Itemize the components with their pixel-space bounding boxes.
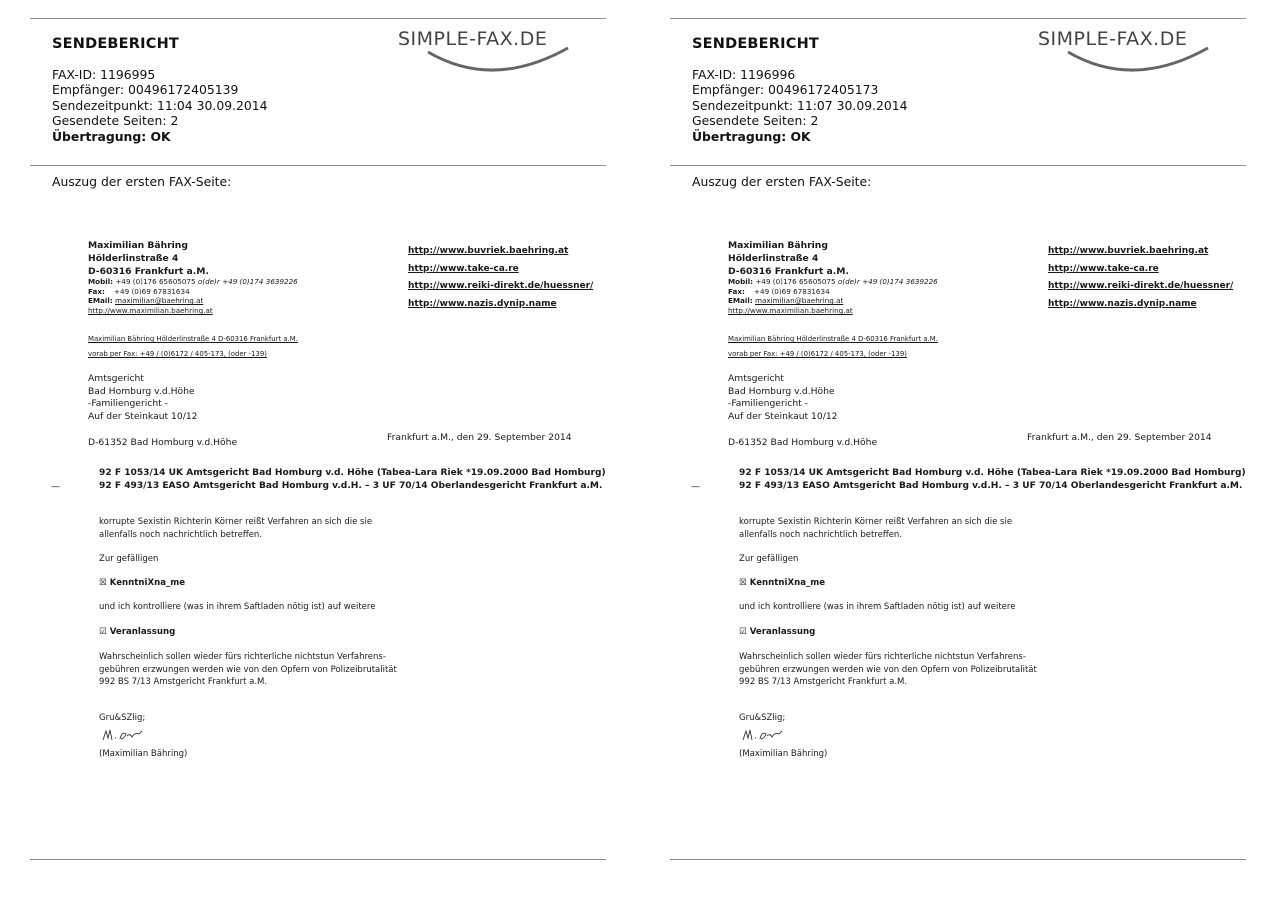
body-paragraph-1 xyxy=(739,516,1012,541)
checkbox-checked-icon: ☑ xyxy=(99,627,107,637)
body-line: 992 BS 7/13 Amstgericht Frankfurt a.M. xyxy=(739,677,908,688)
email-link[interactable]: maximilian@baehring.at xyxy=(115,296,204,306)
checkbox-label: KenntniXna_me xyxy=(109,578,186,588)
body-paragraph-2: Zur gefälligen xyxy=(99,554,159,564)
bottom-divider xyxy=(30,859,606,860)
body-paragraph-2: Zur gefälligen xyxy=(739,554,799,564)
sender-contact xyxy=(728,277,938,316)
mobile-number: +49 (0)176 65605075 xyxy=(115,277,196,286)
recipient-number: Empfänger: 00496172405139 xyxy=(52,82,239,98)
body-line: 992 BS 7/13 Amstgericht Frankfurt a.M. xyxy=(99,677,268,688)
link-list xyxy=(408,243,593,313)
link-nazis-dynip[interactable]: http://www.nazis.dynip.name xyxy=(408,298,557,309)
subject-line: 92 F 1053/14 UK Amtsgericht Bad Homburg v.d. Höhe (Tabea-Lara Riek *19.09.2000 Bad Homburg) xyxy=(99,468,606,478)
report-title: SENDEBERICHT xyxy=(692,36,820,52)
checkbox-kenntnisnahme xyxy=(99,578,185,588)
return-address: Maximilian Bähring Hölderlinstraße 4 D-60316 Frankfurt a.M. xyxy=(728,335,938,343)
body-paragraph-1 xyxy=(99,516,372,541)
transmission-status: Übertragung: OK xyxy=(52,128,171,144)
sender-address xyxy=(88,239,209,278)
recipient-address xyxy=(728,373,838,424)
sender-name: Maximilian Bähring xyxy=(88,240,188,251)
sender-city: D-60316 Frankfurt a.M. xyxy=(728,266,849,277)
checkbox-checked-icon: ☑ xyxy=(739,627,747,637)
report-details xyxy=(52,67,268,144)
recipient-line: Amtsgericht xyxy=(88,373,144,384)
fax-line xyxy=(88,287,298,297)
body-line: allenfalls noch nachrichtlich betreffen. xyxy=(739,529,903,540)
excerpt-label: Auszug der ersten FAX-Seite: xyxy=(692,174,872,189)
checkbox-crossed-icon: ☒ xyxy=(739,578,747,588)
recipient-line: Amtsgericht xyxy=(728,373,784,384)
handwritten-signature xyxy=(740,725,784,745)
body-line: gebühren erzwungen werden wie von den Opfern von Polizeibrutalität xyxy=(99,664,397,675)
signer-name: (Maximilian Bähring) xyxy=(739,749,828,759)
link-nazis-dynip[interactable]: http://www.nazis.dynip.name xyxy=(1048,298,1197,309)
simple-fax-logo xyxy=(398,28,596,76)
fax-number: +49 (0)69 67831634 xyxy=(114,286,190,296)
fold-mark: — xyxy=(691,482,700,492)
mobile-label: Mobil: xyxy=(728,277,754,286)
recipient-line: Auf der Steinkaut 10/12 xyxy=(88,411,198,423)
bottom-divider xyxy=(670,859,1246,860)
recipient-line: -Familiengericht - xyxy=(728,398,808,410)
link-take-care[interactable]: http://www.take-ca.re xyxy=(408,263,519,274)
fax-label: Fax: xyxy=(88,286,105,296)
body-line: korrupte Sexistin Richterin Körner reißt Verfahren an sich die sie xyxy=(739,517,1013,527)
fax-line xyxy=(728,287,938,297)
send-time: Sendezeitpunkt: 11:07 30.09.2014 xyxy=(692,97,908,113)
body-paragraph-4 xyxy=(99,651,397,689)
body-line: Wahrscheinlich sollen wieder fürs richterliche nichtstun Verfahrens- xyxy=(739,652,1026,662)
body-line: Wahrscheinlich sollen wieder fürs richterliche nichtstun Verfahrens- xyxy=(99,652,386,662)
link-buvriek[interactable]: http://www.buvriek.baehring.at xyxy=(408,246,569,256)
sender-city: D-60316 Frankfurt a.M. xyxy=(88,266,209,277)
body-line: allenfalls noch nachrichtlich betreffen. xyxy=(99,529,263,540)
excerpt-label: Auszug der ersten FAX-Seite: xyxy=(52,174,232,189)
logo-text: SIMPLE-FAX.DE xyxy=(398,28,548,50)
email-label: EMail: xyxy=(728,296,753,306)
send-time: Sendezeitpunkt: 11:04 30.09.2014 xyxy=(52,97,268,113)
pages-sent: Gesendete Seiten: 2 xyxy=(52,113,179,129)
website-link[interactable]: http://www.maximilian.baehring.at xyxy=(88,306,213,316)
recipient-address xyxy=(88,373,198,424)
link-take-care[interactable]: http://www.take-ca.re xyxy=(1048,263,1159,274)
mobile-label: Mobil: xyxy=(88,277,114,286)
mobile-number: +49 (0)176 65605075 xyxy=(755,277,836,286)
middle-divider xyxy=(30,165,606,166)
checkbox-kenntnisnahme xyxy=(739,578,825,588)
sender-street: Hölderlinstraße 4 xyxy=(88,253,179,264)
letter-date: Frankfurt a.M., den 29. September 2014 xyxy=(1027,432,1212,443)
checkbox-veranlassung xyxy=(99,627,175,637)
sender-name: Maximilian Bähring xyxy=(728,240,828,251)
recipient-city: D-61352 Bad Homburg v.d.Höhe xyxy=(88,437,238,448)
checkbox-label: Veranlassung xyxy=(109,627,176,637)
subject-line: 92 F 493/13 EASO Amtsgericht Bad Homburg v.d.H. – 3 UF 70/14 Oberlandesgericht Frankfurt a.M. xyxy=(739,481,1243,491)
top-divider xyxy=(670,18,1246,19)
fax-id: FAX-ID: 1196996 xyxy=(692,67,796,82)
recipient-line: Auf der Steinkaut 10/12 xyxy=(728,411,838,423)
fax-id: FAX-ID: 1196995 xyxy=(52,67,156,82)
recipient-line: -Familiengericht - xyxy=(88,398,168,410)
handwritten-signature xyxy=(100,725,144,745)
top-divider xyxy=(30,18,606,19)
return-address: Maximilian Bähring Hölderlinstraße 4 D-60316 Frankfurt a.M. xyxy=(88,335,298,343)
checkbox-veranlassung xyxy=(739,627,815,637)
report-details xyxy=(692,67,908,144)
recipient-line: Bad Homburg v.d.Höhe xyxy=(88,385,195,397)
logo-text: SIMPLE-FAX.DE xyxy=(1038,28,1188,50)
letter-date: Frankfurt a.M., den 29. September 2014 xyxy=(387,432,572,443)
pages-sent: Gesendete Seiten: 2 xyxy=(692,113,819,129)
sender-address xyxy=(728,239,849,278)
mobile-alt-number: o(de)r +49 (0)174 3639226 xyxy=(197,277,298,286)
subject-line: 92 F 1053/14 UK Amtsgericht Bad Homburg v.d. Höhe (Tabea-Lara Riek *19.09.2000 Bad Homburg) xyxy=(739,468,1246,478)
fold-mark: — xyxy=(51,482,60,492)
email-label: EMail: xyxy=(88,296,113,306)
subject-block xyxy=(99,467,606,493)
middle-divider xyxy=(670,165,1246,166)
website-line xyxy=(728,306,938,316)
website-line xyxy=(88,306,298,316)
body-paragraph-3: und ich kontrolliere (was in ihrem Saftladen nötig ist) auf weitere xyxy=(739,602,1016,612)
checkbox-label: Veranlassung xyxy=(749,627,816,637)
body-paragraph-3: und ich kontrolliere (was in ihrem Saftladen nötig ist) auf weitere xyxy=(99,602,376,612)
checkbox-crossed-icon: ☒ xyxy=(99,578,107,588)
link-reiki-direkt[interactable]: http://www.reiki-direkt.de/huessner/ xyxy=(408,281,594,292)
link-list xyxy=(1048,243,1233,313)
recipient-number: Empfänger: 00496172405173 xyxy=(692,82,879,98)
fax-number: +49 (0)69 67831634 xyxy=(754,286,830,296)
signer-name: (Maximilian Bähring) xyxy=(99,749,188,759)
body-line: korrupte Sexistin Richterin Körner reißt Verfahren an sich die sie xyxy=(99,517,373,527)
fax-label: Fax: xyxy=(728,286,745,296)
link-reiki-direkt[interactable]: http://www.reiki-direkt.de/huessner/ xyxy=(1048,281,1234,292)
transmission-status: Übertragung: OK xyxy=(692,128,811,144)
greeting: Gru&SZlig; xyxy=(99,713,146,723)
link-buvriek[interactable]: http://www.buvriek.baehring.at xyxy=(1048,246,1209,256)
email-line xyxy=(88,296,298,306)
mobile-alt-number: o(de)r +49 (0)174 3639226 xyxy=(837,277,938,286)
body-paragraph-4 xyxy=(739,651,1037,689)
sender-contact xyxy=(88,277,298,316)
recipient-city: D-61352 Bad Homburg v.d.Höhe xyxy=(728,437,878,448)
sender-street: Hölderlinstraße 4 xyxy=(728,253,819,264)
mobile-line xyxy=(88,277,298,287)
body-line: gebühren erzwungen werden wie von den Opfern von Polizeibrutalität xyxy=(739,664,1037,675)
fax-ahead-note: vorab per Fax: +49 / (0)6172 / 405-173, (oder -139) xyxy=(88,350,267,358)
website-link[interactable]: http://www.maximilian.baehring.at xyxy=(728,306,853,316)
mobile-line xyxy=(728,277,938,287)
email-link[interactable]: maximilian@baehring.at xyxy=(755,296,844,306)
fax-ahead-note: vorab per Fax: +49 / (0)6172 / 405-173, (oder -139) xyxy=(728,350,907,358)
fax-report-page-2 xyxy=(640,0,1280,906)
checkbox-label: KenntniXna_me xyxy=(749,578,826,588)
subject-line: 92 F 493/13 EASO Amtsgericht Bad Homburg v.d.H. – 3 UF 70/14 Oberlandesgericht Frankfurt a.M. xyxy=(99,481,603,491)
subject-block xyxy=(739,467,1246,493)
report-title: SENDEBERICHT xyxy=(52,36,180,52)
email-line xyxy=(728,296,938,306)
greeting: Gru&SZlig; xyxy=(739,713,786,723)
simple-fax-logo xyxy=(1038,28,1236,76)
recipient-line: Bad Homburg v.d.Höhe xyxy=(728,385,835,397)
